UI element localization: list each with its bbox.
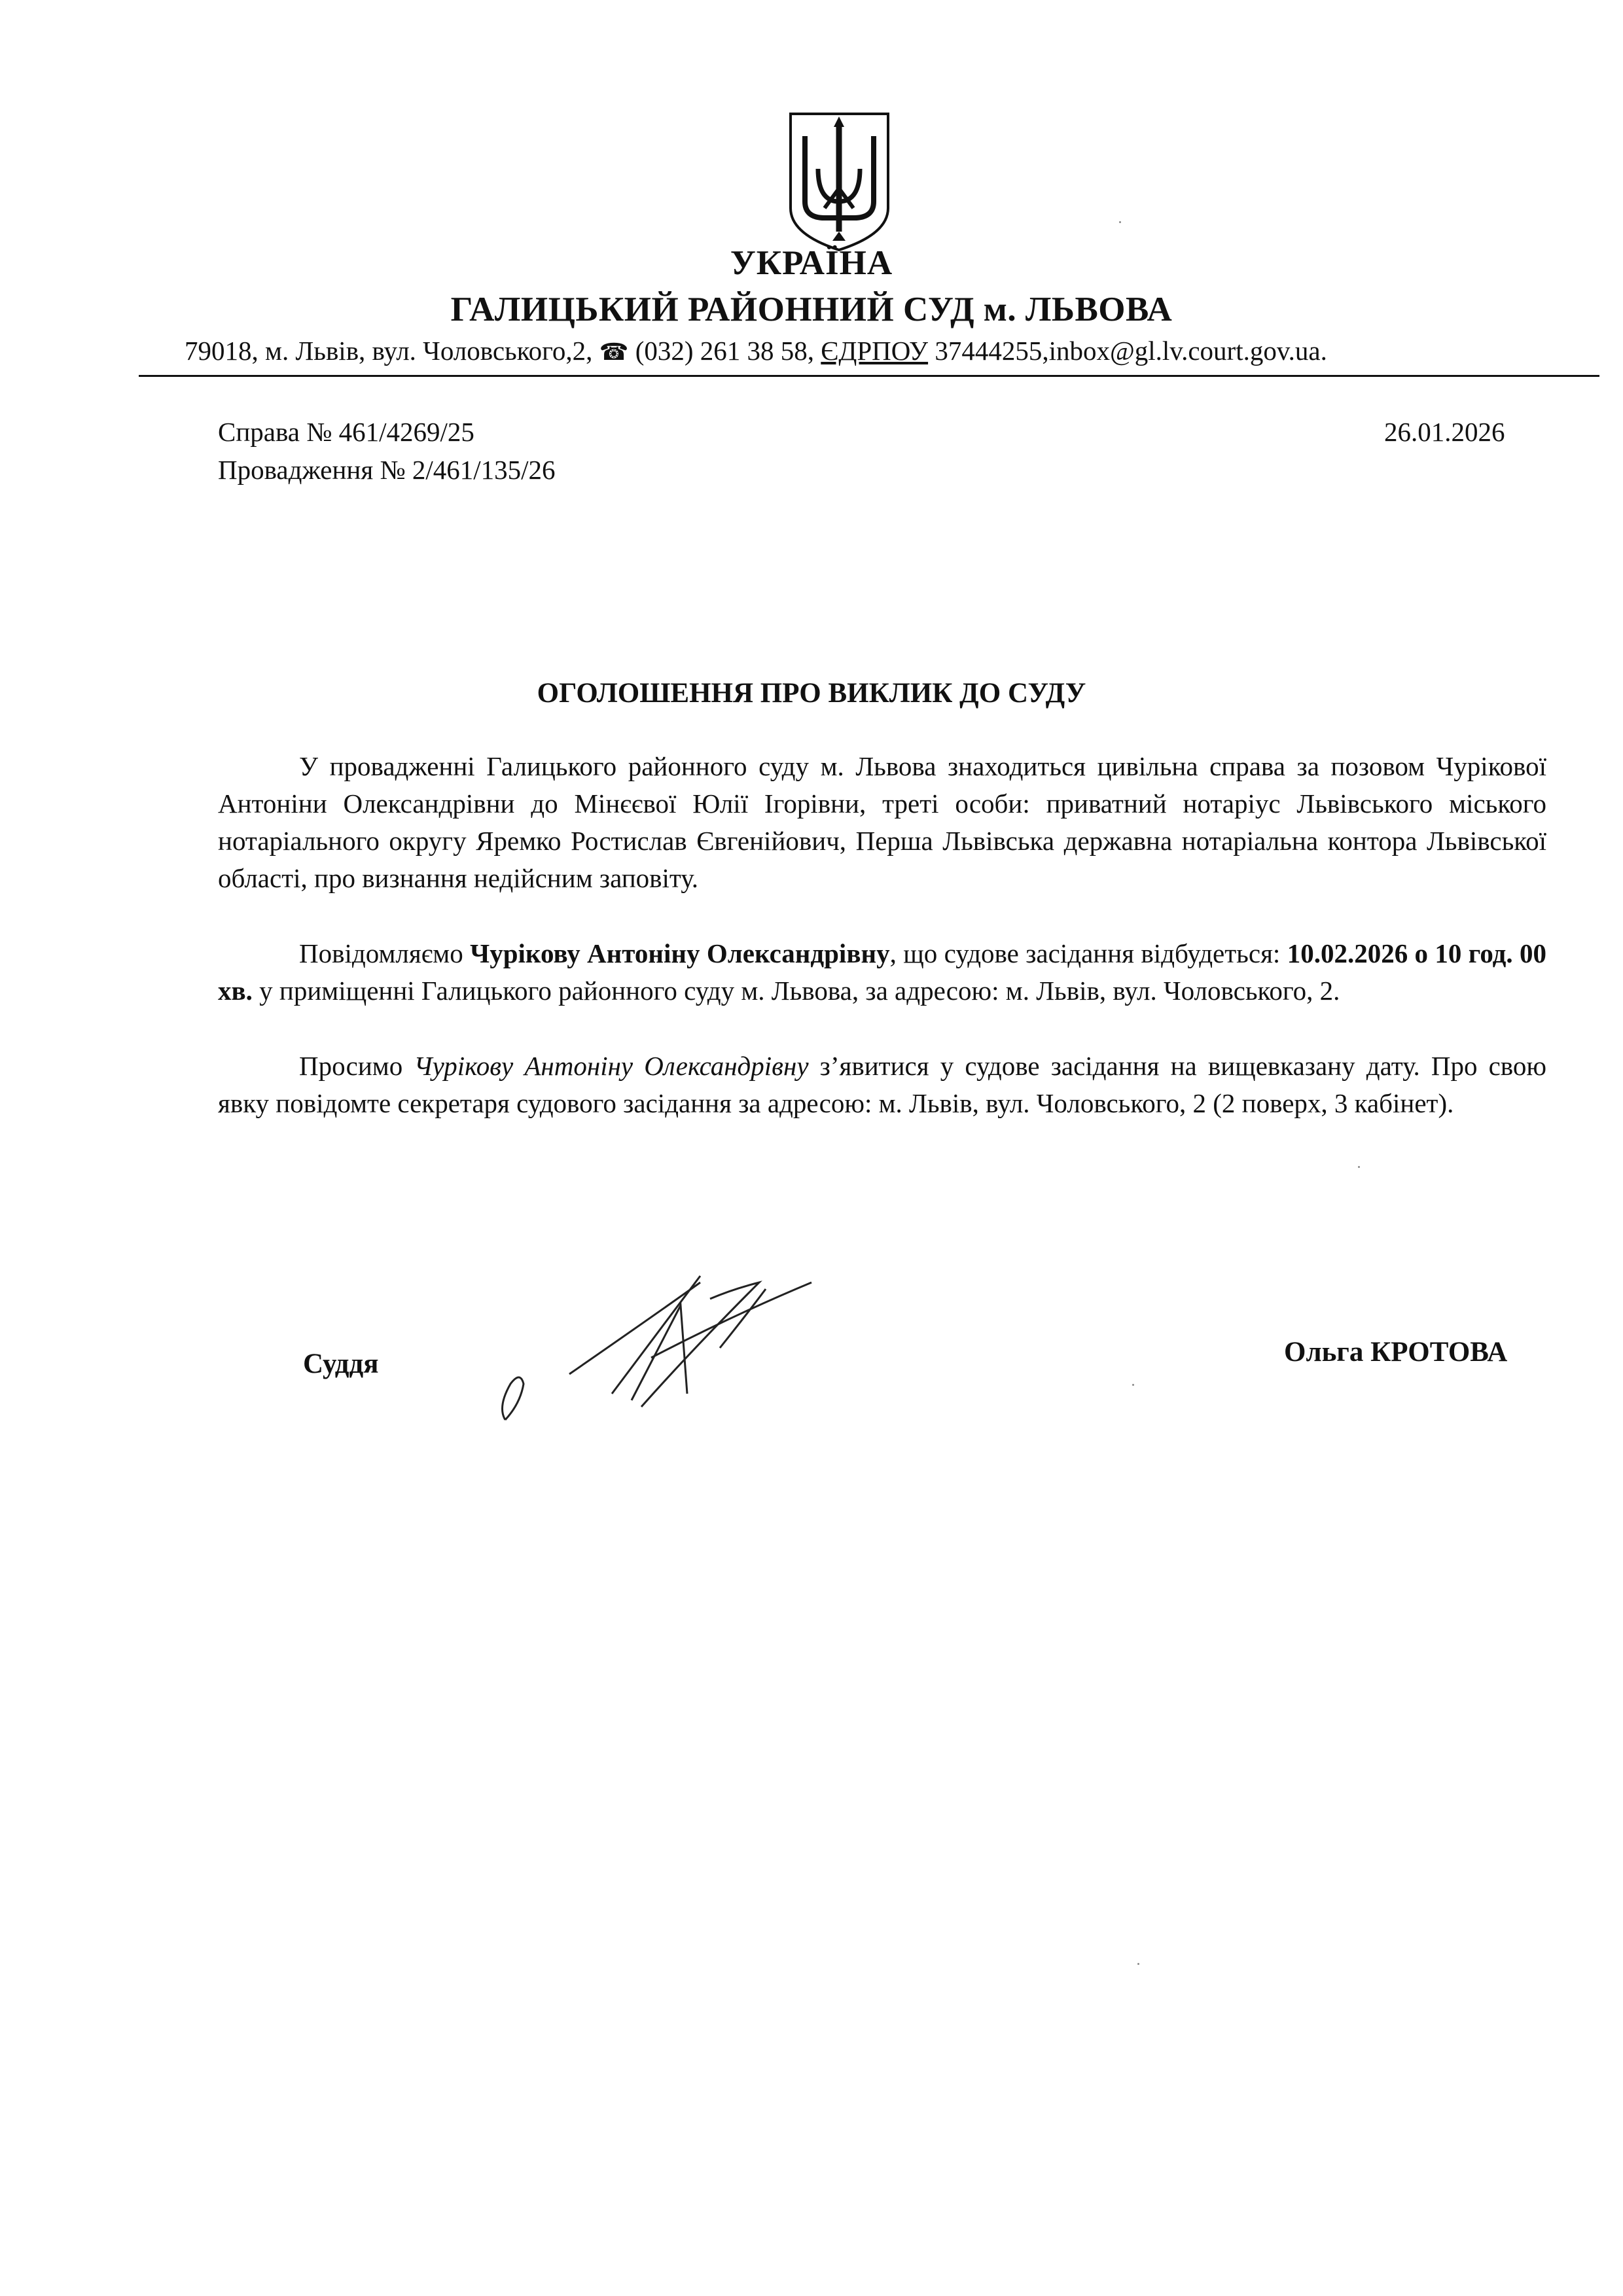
edrpou-email: 37444255,inbox@gl.lv.court.gov.ua. xyxy=(928,336,1327,366)
scan-speck xyxy=(1119,221,1121,223)
header-divider xyxy=(139,375,1599,377)
country-heading: УКРАЇНА xyxy=(730,244,893,282)
text-segment: Просимо xyxy=(299,1051,414,1081)
proceeding-number: Провадження № 2/461/135/26 xyxy=(218,455,556,485)
court-address-line xyxy=(185,335,1327,366)
paragraph-case-description xyxy=(218,748,1546,897)
edrpou-label: ЄДРПОУ xyxy=(821,336,929,366)
scan-speck xyxy=(1358,1166,1360,1168)
phone-number: (032) 261 38 58, xyxy=(635,336,821,366)
text-segment: у приміщенні Галицького районного суду м. Львова, за адресою: м. Львів, вул. Чоловського, 2. xyxy=(252,976,1340,1006)
party-name-italic: Чурікову Антоніну Олександрівну xyxy=(414,1051,809,1081)
judge-name: Ольга КРОТОВА xyxy=(1284,1337,1508,1368)
document-date: 26.01.2026 xyxy=(1384,417,1505,447)
ukraine-trident-emblem-icon xyxy=(785,110,893,253)
text-segment: , що судове засідання відбудеться: xyxy=(889,938,1287,968)
paragraph-appearance-request xyxy=(218,1048,1546,1122)
paragraph-text: У провадженні Галицького районного суду м. Львова знаходиться цивільна справа за позовом Чурікової Антоніни Олександрівни до Мінєєвої Юлії Ігорівни, треті особи: приватний нотаріус Львівського міського нотаріального округу Яремко Ростислав Євгенійович, Перша Львівська державна нотаріальна контора Львівської області, про визнання недійсним заповіту. xyxy=(218,751,1546,893)
party-name-bold: Чурікову Антоніну Олександрівну xyxy=(470,938,890,968)
hearing-datetime: 10.02.2026 о 10 год. 00 хв. xyxy=(218,938,1547,1006)
address-text: 79018, м. Львів, вул. Чоловського,2, xyxy=(185,336,599,366)
telephone-icon: ☎ xyxy=(599,339,629,365)
paragraph-hearing-notice xyxy=(218,935,1546,1010)
text-segment: з’явитися у судове засідання на вищевказану дату. Про свою явку повідомте секретаря судового засідання за адресою: м. Львів, вул. Чоловського, 2 (2 поверх, 3 кабінет). xyxy=(218,1051,1547,1118)
handwritten-signature xyxy=(484,1243,825,1439)
court-heading: ГАЛИЦЬКИЙ РАЙОННИЙ СУД м. ЛЬВОВА xyxy=(450,291,1173,328)
document-title: ОГОЛОШЕННЯ ПРО ВИКЛИК ДО СУДУ xyxy=(537,678,1086,709)
text-segment: Повідомляємо xyxy=(299,938,471,968)
judge-label: Суддя xyxy=(303,1349,379,1379)
case-number: Справа № 461/4269/25 xyxy=(218,417,474,447)
scan-speck xyxy=(1132,1384,1134,1386)
scan-speck xyxy=(1137,1963,1139,1965)
